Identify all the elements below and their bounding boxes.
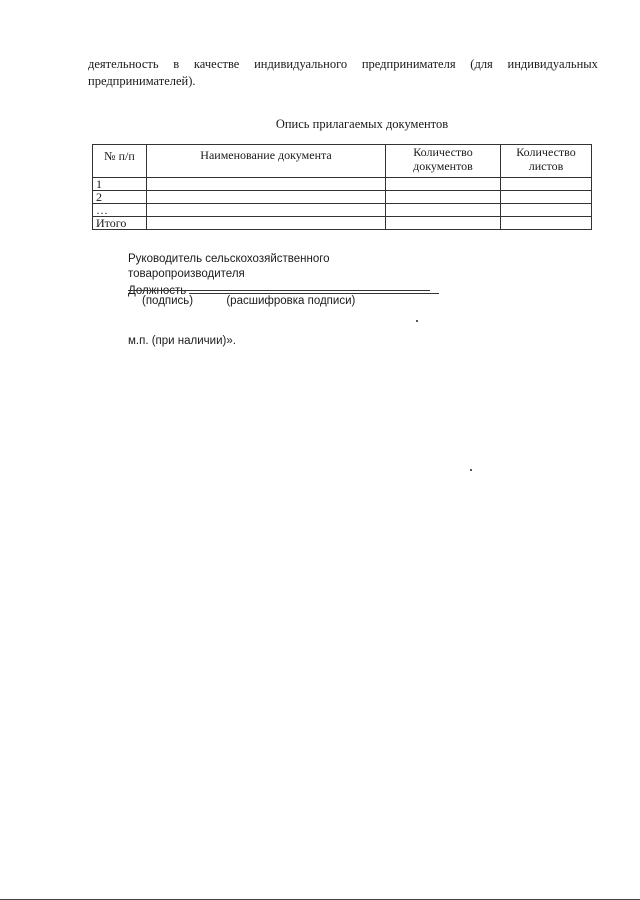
- scan-speck: [470, 469, 472, 471]
- table-cell: [147, 178, 386, 191]
- table-cell: [386, 204, 501, 217]
- decoding-caption: (расшифровка подписи): [226, 295, 356, 307]
- intro-word: качестве: [193, 57, 240, 71]
- head-label: Руководитель сельскохозяйственного товаропроизводителя: [128, 253, 330, 280]
- table-cell: 2: [93, 191, 147, 204]
- table-cell: [501, 178, 592, 191]
- documents-table: [92, 144, 592, 230]
- intro-word: предпринимателя: [361, 57, 456, 71]
- table-cell: [386, 191, 501, 204]
- table-row: [93, 204, 592, 217]
- intro-line-2: предпринимателей).: [88, 74, 196, 88]
- intro-paragraph: [88, 56, 598, 90]
- signature-caption: (подпись): [142, 295, 194, 307]
- table-cell: [501, 204, 592, 217]
- position-line: [189, 282, 439, 294]
- intro-word: деятельность: [88, 57, 159, 71]
- intro-word: индивидуального: [254, 57, 348, 71]
- table-cell: 1: [93, 178, 147, 191]
- intro-word: (для: [470, 57, 493, 71]
- table-header-row: [93, 145, 592, 178]
- table-cell: [147, 191, 386, 204]
- stamp-note: м.п. (при наличии)».: [128, 335, 236, 347]
- header-number: № п/п: [93, 145, 147, 178]
- signature-block: [128, 252, 448, 299]
- signature-line: [128, 290, 430, 291]
- table-cell: [386, 217, 501, 230]
- table-cell: [147, 217, 386, 230]
- intro-line-1: [88, 56, 598, 73]
- header-sheet-count: Количество листов: [501, 145, 592, 178]
- table-cell: [501, 217, 592, 230]
- table-cell: [147, 204, 386, 217]
- table-cell: …: [93, 204, 147, 217]
- signature-captions: [142, 295, 355, 307]
- table-row: [93, 178, 592, 191]
- scan-speck: [416, 320, 418, 322]
- header-document-count: Количество документов: [386, 145, 501, 178]
- table-cell: [386, 178, 501, 191]
- intro-word: индивидуальных: [507, 57, 598, 71]
- table-total-row: [93, 217, 592, 230]
- table-cell: Итого: [93, 217, 147, 230]
- document-title: Опись прилагаемых документов: [275, 117, 449, 131]
- table-cell: [501, 191, 592, 204]
- header-document-name: Наименование документа: [147, 145, 386, 178]
- table-row: [93, 191, 592, 204]
- intro-word: в: [173, 57, 180, 71]
- position-label: Должность: [128, 285, 187, 297]
